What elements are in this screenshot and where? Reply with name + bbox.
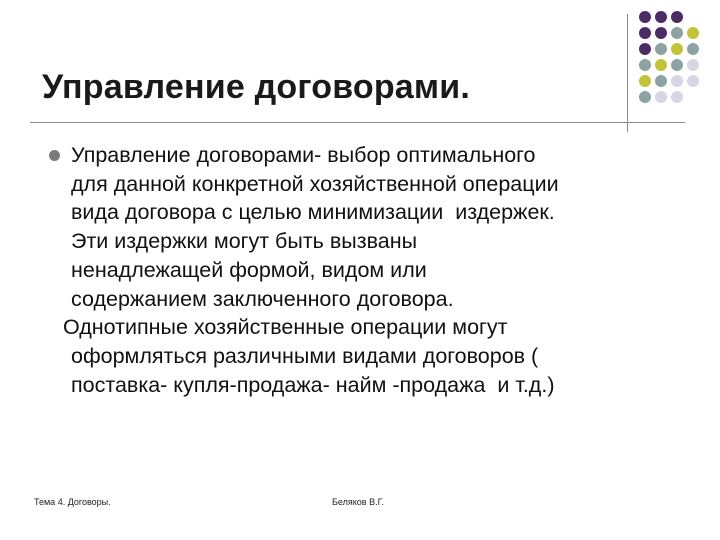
slide-body: [47, 141, 697, 399]
dot-gray-teal: [671, 27, 683, 39]
horizontal-divider: [30, 122, 685, 123]
dot-purple: [671, 11, 683, 23]
bullet-item: [47, 141, 697, 313]
bullet-line: для данной конкретной хозяйственной операции: [71, 171, 559, 196]
bullet-line: содержанием заключенного договора.: [71, 286, 454, 311]
footer-author: Беляков В.Г.: [332, 497, 384, 507]
dot-light-lavender: [687, 59, 699, 71]
dot-yellow-green: [687, 27, 699, 39]
bullet-icon: [49, 150, 60, 161]
dot-gray-teal: [639, 59, 651, 71]
dot-light-lavender: [655, 91, 667, 103]
paragraph-line: поставка- купля-продажа- найм -продажа и т.д.): [71, 372, 555, 397]
dot-yellow-green: [639, 75, 651, 87]
paragraph-line: Однотипные хозяйственные операции могут: [63, 315, 508, 340]
dot-gray-teal: [687, 43, 699, 55]
dot-gray-teal: [671, 59, 683, 71]
dot-light-lavender: [671, 75, 683, 87]
footer-topic: Тема 4. Договоры.: [34, 497, 111, 507]
dot-gray-teal: [639, 91, 651, 103]
bullet-line: Управление договорами- выбор оптимального: [71, 143, 536, 167]
dot-gray-teal: [655, 43, 667, 55]
vertical-divider: [627, 14, 628, 132]
dot-light-lavender: [687, 75, 699, 87]
slide-title: Управление договорами.: [42, 68, 471, 106]
dot-light-lavender: [671, 91, 683, 103]
dot-purple: [639, 11, 651, 23]
decorative-dot-grid: [639, 11, 719, 111]
bullet-line: Эти издержки могут быть вызваны: [71, 229, 418, 254]
paragraph-line: оформляться различными видами договоров (: [71, 343, 539, 368]
paragraph: [47, 313, 697, 399]
dot-purple: [655, 11, 667, 23]
dot-gray-teal: [655, 75, 667, 87]
bullet-line: ненадлежащей формой, видом или: [71, 257, 427, 282]
dot-purple: [655, 27, 667, 39]
dot-yellow-green: [655, 59, 667, 71]
dot-purple: [639, 43, 651, 55]
dot-purple: [639, 27, 651, 39]
dot-yellow-green: [671, 43, 683, 55]
bullet-line: вида договора с целью минимизации издержек.: [71, 200, 555, 225]
